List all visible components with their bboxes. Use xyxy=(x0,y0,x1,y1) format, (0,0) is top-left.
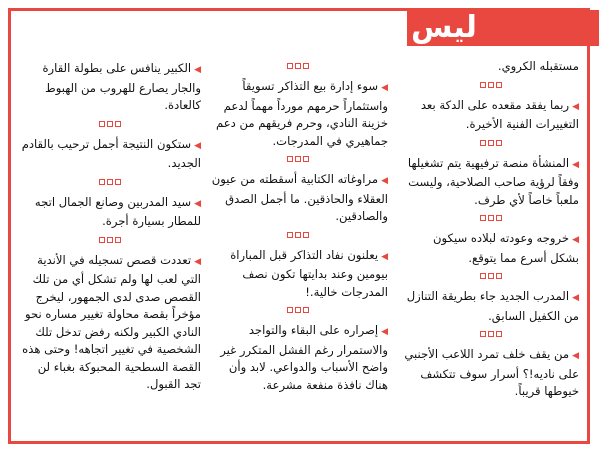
separator xyxy=(18,178,201,189)
arrow-icon: ◀ xyxy=(572,351,579,361)
separator xyxy=(208,62,388,73)
item-text: يعلنون نفاد التذاكر قبل المباراة بيومين وعند بدايتها تكون نصف المدرجات خالية.! xyxy=(230,247,388,299)
column-item xyxy=(402,288,579,325)
column-item xyxy=(402,346,579,401)
separator xyxy=(208,306,388,317)
column-item xyxy=(208,322,388,394)
item-text: إصراره على البقاء والتواجد والاستمرار رغم الفشل المتكرر غير واضح الأسباب والدواعي. لابد وأن هناك نافذة منفعة مشرعة. xyxy=(220,323,388,392)
arrow-icon: ◀ xyxy=(381,83,388,93)
separator xyxy=(402,139,579,150)
arrow-icon: ◀ xyxy=(194,198,201,209)
column-middle xyxy=(208,60,388,440)
arrow-icon: ◀ xyxy=(381,327,388,337)
item-text: خروجه وعودته لبلاده سيكون بشكل أسرع مما يتوقع. xyxy=(433,231,579,265)
separator xyxy=(402,330,579,341)
item-text: مراوغاته الكتابية أسقطته من عيون العقلاء والحاذقين. ما أجمل الصدق والصادقين. xyxy=(211,172,388,223)
arrow-icon: ◀ xyxy=(194,256,201,267)
separator xyxy=(402,214,579,225)
item-text: مستقبله الكروي. xyxy=(497,59,579,73)
item-text: سوء إدارة بيع التذاكر تسويقاً واستثماراً حرمهم مورداً مهماً لدعم خزينة النادي، وحرم فريقهم من دعم جماهيري في المدرجات. xyxy=(216,79,388,148)
column-left xyxy=(18,60,201,440)
arrow-icon: ◀ xyxy=(194,140,201,151)
separator xyxy=(402,81,579,92)
column-item xyxy=(18,136,201,173)
column-item xyxy=(402,97,579,134)
item-text: ربما يفقد مقعده على الدكة بعد التغييرات الفنية الأخيرة. xyxy=(420,97,579,131)
arrow-icon: ◀ xyxy=(381,251,388,262)
arrow-icon: ◀ xyxy=(194,65,201,75)
column-item xyxy=(402,58,579,76)
separator xyxy=(208,155,388,166)
item-text: سيد المدربين وصانع الجمال اتجه للمطار بسيارة أجرة. xyxy=(34,194,201,228)
separator xyxy=(208,231,388,242)
column-item xyxy=(402,155,579,210)
item-text: المنشأة منصة ترفيهية يتم تشغيلها وفقاً لرؤية صاحب الصلاحية، وليست ملعباً خاصاً لأي طرف. xyxy=(407,155,579,207)
section-title: ليس xyxy=(411,10,477,45)
separator xyxy=(402,272,579,283)
column-item xyxy=(208,171,388,226)
separator xyxy=(18,120,201,131)
column-item xyxy=(208,247,388,302)
column-item xyxy=(18,194,201,231)
arrow-icon: ◀ xyxy=(572,293,579,303)
header-band xyxy=(407,10,599,46)
item-text: ستكون النتيجة أجمل ترحيب بالقادم الجديد. xyxy=(21,136,201,170)
column-item xyxy=(402,230,579,267)
column-right xyxy=(402,58,579,440)
item-text: تعددت قصص تسجيله في الأندية التي لعب لها ولم تشكل أي من تلك القصص صدى لدى الجمهور، ليخرج مؤخراً بقصة محاولة تغيير مساره نحو النادي الكبير ولكنه رفض تدخل تلك الشخصية في تغيير اتجاهه! وحتى هذه القصة السطحية المحبوكة بغباء لن تجد القبول. xyxy=(22,252,201,391)
separator xyxy=(18,236,201,247)
column-item xyxy=(18,252,201,394)
arrow-icon: ◀ xyxy=(572,235,579,245)
arrow-icon: ◀ xyxy=(572,101,579,112)
item-text: من يقف خلف تمرد اللاعب الأجنبي على ناديه!؟ أسرار سوف تتكشف خيوطها قريباً. xyxy=(404,347,579,398)
item-text: الكبير ينافس على بطولة القارة والجار يصارع للهروب من الهبوط كالعادة. xyxy=(42,61,201,112)
column-item xyxy=(18,60,201,115)
item-text: المدرب الجديد جاء بطريقة التنازل من الكفيل السابق. xyxy=(406,289,579,323)
arrow-icon: ◀ xyxy=(381,176,388,186)
column-item xyxy=(208,78,388,150)
arrow-icon: ◀ xyxy=(572,159,579,170)
